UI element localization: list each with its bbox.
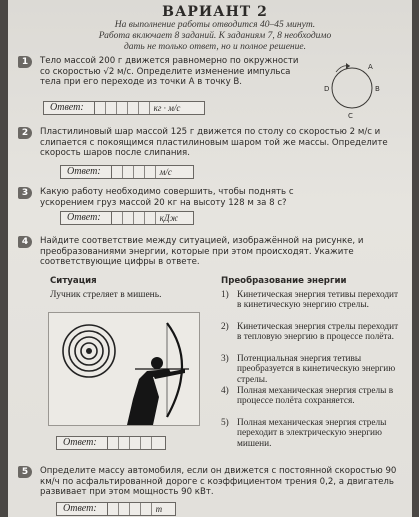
task-number: 3 xyxy=(18,187,32,199)
task-number: 5 xyxy=(18,466,32,478)
archer-silhouette-icon xyxy=(127,323,189,425)
answer-field-5[interactable] xyxy=(56,502,176,516)
answer-label: Ответ: xyxy=(57,503,108,515)
answer-unit: т xyxy=(155,504,163,514)
worksheet-page xyxy=(8,0,412,517)
task-number: 1 xyxy=(18,56,32,68)
intro-line-3: дать не только ответ, но и полное решение. xyxy=(124,42,306,52)
answer-unit: кДж xyxy=(159,213,178,223)
answer-label: Ответ: xyxy=(61,166,112,178)
intro-line-2: Работа включает 8 заданий. К заданиям 7, 8 необходимо xyxy=(98,31,332,41)
option-3: 3) Потенциальная энергия тетивы преобразуется в кинетическую энергию стрелы. xyxy=(221,354,396,385)
task-text: Какую работу необходимо совершить, чтобы поднять с ускорением груз массой 20 кг на высоту 128 м за 8 с? xyxy=(40,187,294,208)
option-4: 4) Полная механическая энергия стрелы в процессе полёта сохраняется. xyxy=(221,386,394,407)
archer-figure xyxy=(48,312,200,426)
answer-unit: кг · м/с xyxy=(153,103,181,113)
situation-text: Лучник стреляет в мишень. xyxy=(50,290,162,300)
point-b-label: B xyxy=(375,85,380,93)
archer-target-illustration xyxy=(49,313,199,425)
page-title: ВАРИАНТ 2 xyxy=(162,4,268,20)
task-text: Пластилиновый шар массой 125 г движется по столу со скоростью 2 м/с и слипается с покоящимся пластилиновым шаром той же массы. Определите скорость шаров после слипания. xyxy=(40,127,388,159)
answer-field-1[interactable] xyxy=(43,101,205,115)
task-3 xyxy=(18,187,404,208)
answer-label: Ответ: xyxy=(61,212,112,224)
point-d-label: D xyxy=(324,85,330,93)
circle-motion-figure xyxy=(316,58,386,122)
task-number: 4 xyxy=(18,236,32,248)
task-text: Тело массой 200 г движется равномерно по окружности со скоростью √2 м/с. Определите изменение импульса тела при его переходе из точки А в точку В. xyxy=(40,56,299,88)
point-c-label: C xyxy=(348,112,353,120)
point-a-label: A xyxy=(368,63,373,71)
option-1: 1) Кинетическая энергия тетивы переходит в кинетическую энергию стрелы. xyxy=(221,290,399,311)
target-icon xyxy=(63,325,115,377)
task-2 xyxy=(18,127,404,159)
header xyxy=(48,4,382,53)
option-5: 5) Полная механическая энергия стрелы переходит в электрическую энергию мишени. xyxy=(221,418,387,449)
task-text: Определите массу автомобиля, если он движется с постоянной скоростью 90 км/ч по асфальтированной дороге с коэффициентом трения 0,2, а двигатель развивает при этом мощность 90 кВт. xyxy=(40,466,397,498)
answer-field-2[interactable] xyxy=(60,165,194,179)
task-5 xyxy=(18,466,404,498)
answer-label: Ответ: xyxy=(44,102,95,114)
situation-header: Ситуация xyxy=(50,276,97,286)
answer-unit: м/с xyxy=(159,167,172,177)
intro-line-1: На выполнение работы отводится 40–45 минут. xyxy=(114,20,316,30)
task-4 xyxy=(18,236,404,268)
transform-header: Преобразование энергии xyxy=(221,276,347,286)
task-number: 2 xyxy=(18,127,32,139)
answer-field-3[interactable] xyxy=(60,211,194,225)
answer-label: Ответ: xyxy=(57,437,108,449)
task-text: Найдите соответствие между ситуацией, изображённой на рисунке, и преобразованиями энергии, которые при этом происходят. Укажите соответствующие цифры в ответе. xyxy=(40,236,364,268)
option-2: 2) Кинетическая энергия стрелы переходит в тепловую энергию в процессе полёта. xyxy=(221,322,399,343)
answer-field-4[interactable] xyxy=(56,436,166,450)
